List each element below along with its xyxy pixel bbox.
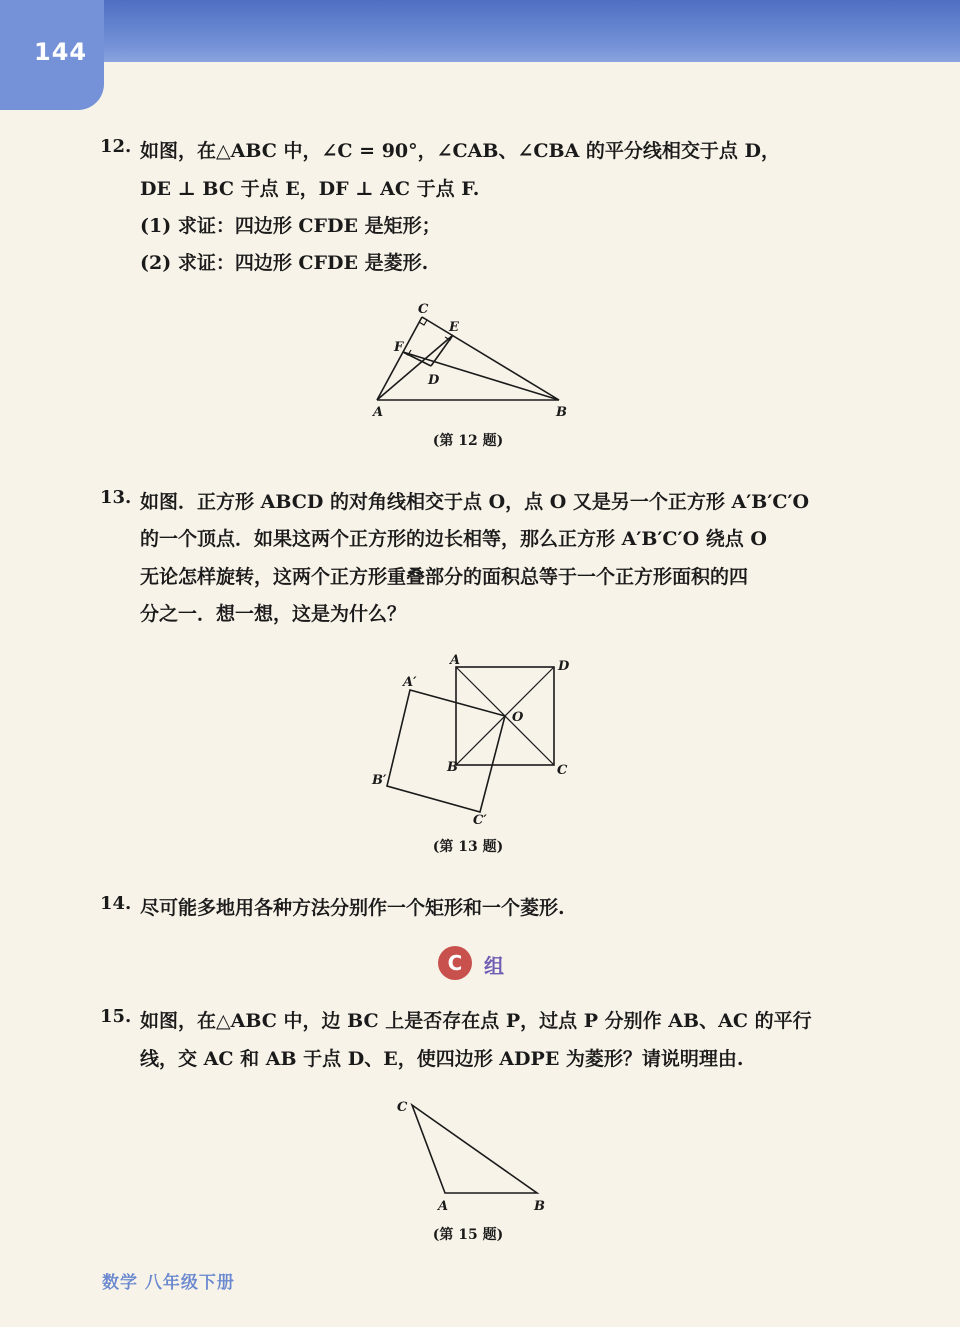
problem-line: (2) 求证：四边形 CFDE 是菱形. bbox=[140, 252, 429, 274]
segment-CB bbox=[422, 317, 559, 400]
label-B: B bbox=[556, 405, 567, 420]
label-D: D bbox=[428, 373, 440, 388]
label-B: B bbox=[534, 1199, 545, 1214]
page-number-tab bbox=[0, 0, 104, 110]
problem-number: 14. bbox=[100, 893, 132, 914]
problem-number: 15. bbox=[100, 1006, 132, 1027]
label-D: D bbox=[558, 659, 570, 674]
label-B: B bbox=[447, 760, 458, 775]
figure-caption: (第 12 题) bbox=[432, 433, 504, 449]
figure-12 bbox=[360, 300, 580, 425]
bisector-from-A bbox=[377, 335, 453, 400]
problem-number: 12. bbox=[100, 136, 132, 157]
label-C: C bbox=[397, 1100, 408, 1115]
label-A: A bbox=[438, 1199, 449, 1214]
label-B-prime: B′ bbox=[372, 773, 387, 788]
problem-line: 分之一．想一想，这是为什么？ bbox=[140, 603, 407, 625]
label-A-prime: A′ bbox=[403, 675, 417, 690]
label-A: A bbox=[450, 653, 461, 668]
label-C: C bbox=[418, 302, 429, 317]
problem-line: 如图，在△ABC 中，∠C = 90°，∠CAB、∠CBA 的平分线相交于点 D， bbox=[140, 140, 781, 162]
label-E: E bbox=[449, 320, 459, 335]
label-F: F bbox=[394, 340, 404, 355]
figure-caption: (第 15 题) bbox=[432, 1227, 504, 1243]
label-A: A bbox=[373, 405, 384, 420]
problem-line: 线，交 AC 和 AB 于点 D、E，使四边形 ADPE 为菱形？请说明理由. bbox=[140, 1048, 744, 1070]
group-label: 组 bbox=[484, 954, 504, 978]
figure-13 bbox=[365, 650, 585, 830]
triangle-ABC bbox=[412, 1105, 537, 1193]
square-A'B'C'O bbox=[387, 690, 505, 812]
label-O: O bbox=[512, 710, 524, 725]
problem-line: 如图，在△ABC 中，边 BC 上是否存在点 P，过点 P 分别作 AB、AC 的平行 bbox=[140, 1010, 812, 1032]
problem-line: 尽可能多地用各种方法分别作一个矩形和一个菱形. bbox=[140, 897, 565, 919]
problem-line: (1) 求证：四边形 CFDE 是矩形； bbox=[140, 215, 441, 237]
page-number: 144 bbox=[34, 38, 88, 66]
problem-line: 如图．正方形 ABCD 的对角线相交于点 O，点 O 又是另一个正方形 A′B′C′O bbox=[140, 491, 810, 513]
problem-number: 13. bbox=[100, 487, 132, 508]
figure-15 bbox=[390, 1090, 560, 1215]
label-C: C bbox=[557, 763, 568, 778]
figure-caption: (第 13 题) bbox=[432, 839, 504, 855]
footer-book-title: 数学 八年级下册 bbox=[102, 1273, 235, 1293]
group-c-badge: C bbox=[438, 946, 472, 980]
problem-line: 的一个顶点．如果这两个正方形的边长相等，那么正方形 A′B′C′O 绕点 O bbox=[140, 528, 767, 550]
header-band bbox=[0, 0, 960, 62]
problem-line: DE ⊥ BC 于点 E，DF ⊥ AC 于点 F. bbox=[140, 178, 480, 200]
label-C-prime: C′ bbox=[473, 813, 487, 828]
bisector-from-B bbox=[403, 352, 559, 400]
problem-line: 无论怎样旋转，这两个正方形重叠部分的面积总等于一个正方形面积的四 bbox=[140, 566, 749, 588]
